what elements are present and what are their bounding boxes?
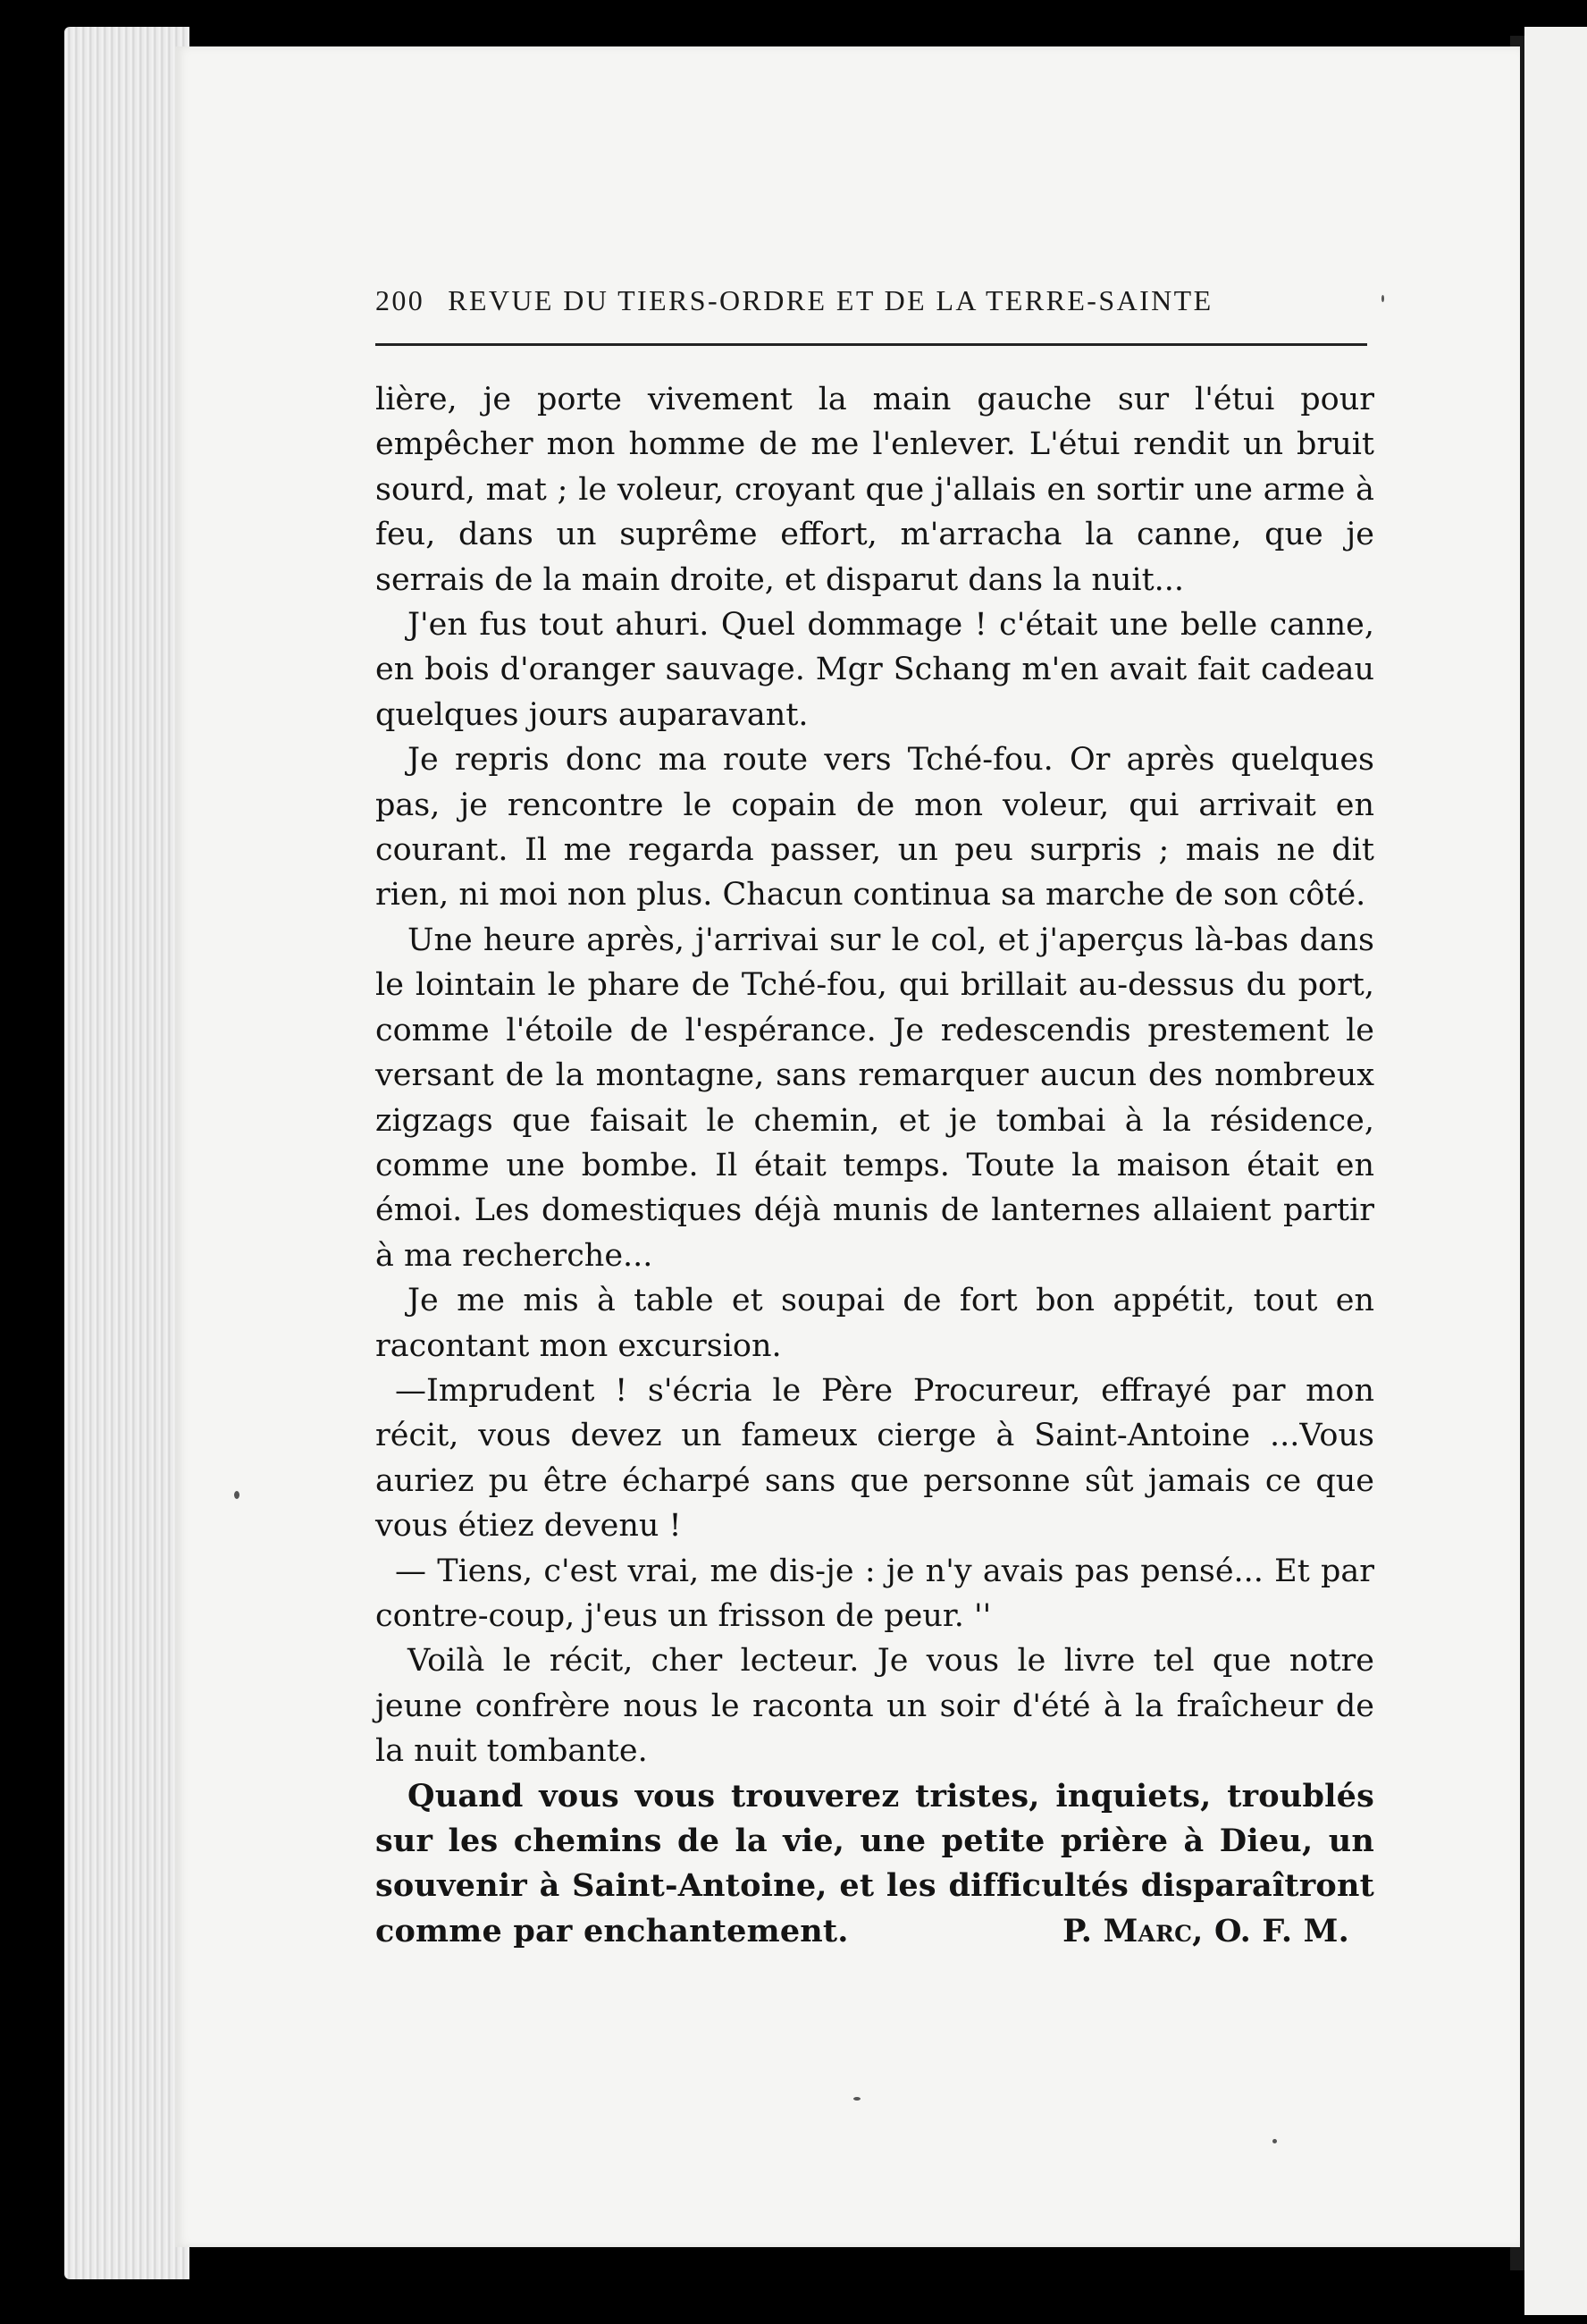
scan-speck [1272,2139,1277,2143]
facing-page-edge [1524,27,1587,2315]
scan-speck [234,1491,239,1499]
paragraph: Voilà le récit, cher lecteur. Je vous le livre tel que notre jeune confrère nous le raconta un soir d'été à la fraîcheur de la nuit tombante. [375,1643,1374,1770]
running-header [375,284,1300,329]
book-page-edges [64,27,189,2279]
header-rule [375,343,1367,346]
article-body [375,377,1374,1954]
paragraph: Je repris donc ma route vers Tché-fou. Or après quelques pas, je rencontre le copain de mon voleur, qui arrivait en courant. Il me regarda passer, un peu surpris ; mais ne dit rien, ni moi non plus. Chacun continua sa marche de son côté. [375,742,1374,914]
closing-paragraph-text: Quand vous vous trouverez tristes, inquiets, troublés sur les chemins de la vie, une petite prière à Dieu, un souvenir à Saint-Antoine, et les difficultés disparaîtront comme par enchantement. [375,1777,1374,1949]
author-signature [1030,1909,1349,1954]
scan-speck [1381,295,1384,302]
page-number: 200 [375,284,425,316]
scan-speck [853,2097,861,2101]
paragraph-continued: lière, je porte vivement la main gauche sur l'étui pour empêcher mon homme de me l'enlever. L'étui rendit un bruit sourd, mat ; le voleur, croyant que j'allais en sortir une arme à feu, dans un suprême effort, m'arracha la canne, que je serrais de la main droite, et disparut dans la nuit... [375,382,1374,598]
paragraph: Je me mis à table et soupai de fort bon appétit, tout en racontant mon excursion. [375,1283,1374,1364]
paragraph: J'en fus tout ahuri. Quel dommage ! c'était une belle canne, en bois d'oranger sauvage. Mgr Schang m'en avait fait cadeau quelques jours auparavant. [375,607,1374,733]
paragraph: Une heure après, j'arrivai sur le col, et j'aperçus là-bas dans le lointain le phare de Tché-fou, qui brillait au-dessus du port, comme l'étoile de l'espérance. Je redescendis prestement le versant de la montagne, sans remarquer aucun des nombreux zigzags que faisait le chemin, et je tombai à la résidence, comme une bombe. Il était temps. Toute la maison était en émoi. Les domestiques déjà munis de lanternes allaient partir à ma recherche... [375,922,1374,1274]
author-signature-name: P. Marc, O. F. M. [1062,1912,1349,1949]
journal-title: REVUE DU TIERS-ORDRE ET DE LA TERRE-SAINTE [448,284,1213,316]
closing-paragraph [375,1774,1374,1955]
dialogue-paragraph: — Tiens, c'est vrai, me dis-je : je n'y avais pas pensé... Et par contre-coup, j'eus un frisson de peur. '' [375,1553,1374,1634]
dialogue-paragraph: —Imprudent ! s'écria le Père Procureur, effrayé par mon récit, vous devez un fameux cierge à Saint-Antoine ...Vous auriez pu être écharpé sans que personne sût jamais ce que vous étiez devenu ! [375,1372,1374,1545]
